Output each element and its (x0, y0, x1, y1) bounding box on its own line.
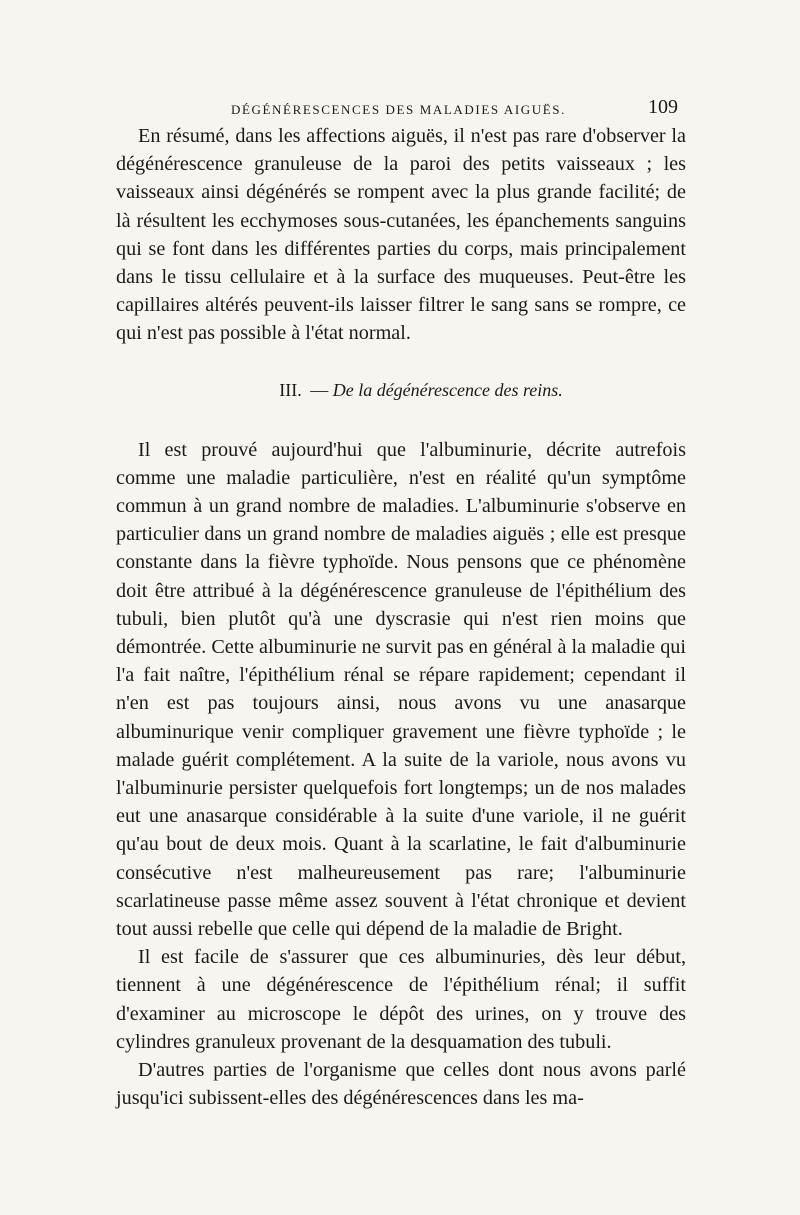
running-title: DÉGÉNÉRESCENCES DES MALADIES AIGUËS. (231, 102, 566, 117)
book-page (116, 96, 686, 1113)
section-heading (116, 376, 686, 404)
page-number: 109 (648, 96, 678, 118)
section-dash: — (310, 379, 329, 400)
section-title: De la dégénérescence des reins. (332, 379, 563, 400)
section-number: III. (279, 379, 302, 400)
paragraph-other-parts: D'autres parties de l'organisme que celles dont nous avons parlé jusqu'ici subissent-elles des dégénérescences dans les ma- (116, 1059, 686, 1110)
paragraph-microscope: Il est facile de s'assurer que ces albuminuries, dès leur début, tiennent à une dégénérescence de l'épithélium rénal; il suffit d'examiner au microscope le dépôt des urines, on y trouve des cylindres granuleux provenant de la desquamation des tubuli. (116, 946, 686, 1053)
running-head (116, 96, 686, 122)
paragraph-summary: En résumé, dans les affections aiguës, il n'est pas rare d'observer la dégénérescence granuleuse de la paroi des petits vaisseaux ; les vaisseaux ainsi dégénérés se rompent avec la plus grande facilité; de là résultent les ecchymoses sous-cutanées, les épanchements sanguins qui se font dans les différentes parties du corps, mais principalement dans le tissu cellulaire et à la surface des muqueuses. Peut-être les capillaires altérés peuvent-ils laisser filtrer le sang sans se rompre, ce qui n'est pas possible à l'état normal. (116, 125, 686, 345)
paragraph-albuminuria: Il est prouvé aujourd'hui que l'albuminurie, décrite autrefois comme une maladie particulière, n'est en réalité qu'un symptôme commun à un grand nombre de maladies. L'albuminurie s'observe en particulier dans un grand nombre de maladies aiguës ; elle est presque constante dans la fièvre typhoïde. Nous pensons que ce phénomène doit être attribué à la dégénérescence granuleuse de l'épithélium des tubuli, bien plutôt qu'à une dyscrasie qui n'est rien moins que démontrée. Cette albuminurie ne survit pas en général à la maladie qui l'a fait naître, l'épithélium rénal se répare rapidement; cependant il n'en est pas toujours ainsi, nous avons vu une anasarque albuminurique venir compliquer gravement une fièvre typhoïde ; le malade guérit complétement. A la suite de la variole, nous avons vu l'albuminurie persister quelquefois fort longtemps; un de nos malades eut une anasarque considérable à la suite d'une variole, il ne guérit qu'au bout de deux mois. Quant à la scarlatine, le fait d'albuminurie consécutive n'est malheureusement pas rare; l'albuminurie scarlatineuse passe même assez souvent à l'état chronique et devient tout aussi rebelle que celle qui dépend de la maladie de Bright. (116, 438, 686, 941)
